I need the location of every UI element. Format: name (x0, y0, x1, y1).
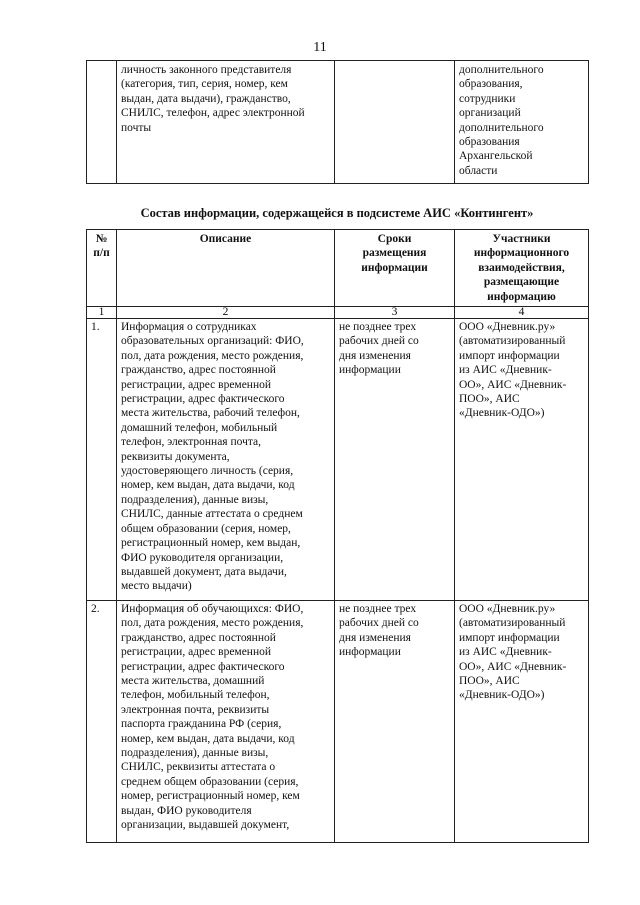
text-line: информации (361, 261, 428, 274)
row-deadline (335, 601, 455, 843)
text-line: Информация об обучающихся: ФИО, (121, 603, 304, 615)
text-line: номер, кем выдан, дата выдачи, код (121, 732, 295, 745)
text-line: информационного (473, 247, 570, 260)
text-line: телефон, мобильный телефон, (121, 689, 270, 702)
text-line: регистрации, адрес временной (121, 646, 272, 659)
text-line: подразделения), данные визы, (121, 747, 269, 760)
text-line: Информация о сотрудниках (121, 321, 257, 333)
text-line: ООО «Дневник.ру» (459, 321, 556, 333)
text-line: дня изменения (339, 349, 411, 362)
continuation-table (86, 60, 589, 184)
text-line: паспорта гражданина РФ (серия, (121, 718, 282, 731)
text-line: образования, (459, 78, 523, 91)
text-line: среднем общем образовании (серия, (121, 775, 299, 788)
text-line: электронная почта, реквизиты (121, 703, 270, 716)
text-line: номер, регистрационный номер, кем (121, 790, 300, 803)
text-line: области (459, 164, 498, 177)
text-line: место выдачи) (121, 580, 192, 593)
continuation-participants-cell (455, 61, 589, 184)
column-number: 1 (87, 307, 117, 319)
text-line: СНИЛС, данные аттестата о среднем (121, 508, 303, 521)
text-line: рабочих дней со (339, 335, 419, 348)
text-line: телефон, электронная почта, (121, 436, 262, 449)
header-deadline (335, 230, 455, 307)
text-line: почты (121, 121, 152, 134)
text-line: взаимодействия, (478, 261, 565, 274)
text-line: Архангельской (459, 150, 533, 163)
text-line: ОО», АИС «Дневник- (459, 378, 567, 391)
header-num (87, 230, 117, 307)
row-participants (455, 601, 589, 843)
section-heading: Состав информации, содержащейся в подсистеме АИС «Контингент» (140, 206, 534, 220)
text-line: номер, кем выдан, дата выдачи, код (121, 479, 295, 492)
column-number: 3 (335, 307, 455, 319)
row-description (117, 601, 335, 843)
row-num: 2. (87, 601, 117, 843)
text-line: импорт информации (459, 349, 560, 362)
table-row (87, 601, 589, 843)
text-line: дня изменения (339, 631, 411, 644)
text-line: регистрации, адрес фактического (121, 393, 285, 406)
text-line: организаций (459, 107, 521, 120)
text-line: размещения (362, 247, 427, 260)
row-num: 1. (87, 319, 117, 601)
contingent-table (86, 229, 589, 843)
page-number: 11 (313, 40, 327, 55)
text-line: выдан, ФИО руководителя (121, 804, 252, 817)
text-line: (автоматизированный (459, 617, 566, 630)
text-line: удостоверяющего личность (серия, (121, 465, 294, 478)
text-line: из АИС «Дневник- (459, 364, 552, 377)
text-line: выдан, дата выдачи), гражданство, (121, 92, 291, 105)
text-line: Участники (492, 233, 551, 245)
header-row (87, 230, 589, 307)
text-line: СНИЛС, реквизиты аттестата о (121, 761, 276, 774)
text-line: информации (339, 646, 401, 659)
text-line: (категория, тип, серия, номер, кем (121, 78, 288, 91)
text-line: не позднее трех (339, 321, 417, 333)
text-line: гражданство, адрес постоянной (121, 364, 276, 377)
text-line: размещающие (483, 276, 560, 289)
text-line: домашний телефон, мобильный (121, 421, 278, 434)
header-participants (455, 230, 589, 307)
text-line: СНИЛС, телефон, адрес электронной (121, 107, 305, 120)
text-line: выдавшей документ, дата выдачи, (121, 565, 287, 578)
text-line: импорт информации (459, 631, 560, 644)
text-line: регистрации, адрес временной (121, 378, 272, 391)
text-line: гражданство, адрес постоянной (121, 631, 276, 644)
column-number-row (87, 307, 589, 319)
text-line: сотрудники (459, 92, 516, 105)
continuation-deadline-cell (335, 61, 455, 184)
text-line: пол, дата рождения, место рождения, (121, 349, 304, 362)
text-line: регистрации, адрес фактического (121, 660, 285, 673)
text-line: пол, дата рождения, место рождения, (121, 617, 304, 630)
text-line: ПОО», АИС (459, 675, 520, 688)
text-line: № (95, 233, 108, 245)
text-line: регистрационный номер, кем выдан, (121, 537, 301, 550)
text-line: дополнительного (459, 64, 544, 76)
text-line: подразделения), данные визы, (121, 493, 269, 506)
text-line: рабочих дней со (339, 617, 419, 630)
text-line: из АИС «Дневник- (459, 646, 552, 659)
column-number: 4 (455, 307, 589, 319)
text-line: места жительства, домашний (121, 675, 265, 688)
column-number: 2 (117, 307, 335, 319)
text-line: Сроки (377, 233, 412, 245)
text-line: ООО «Дневник.ру» (459, 603, 556, 615)
text-line: (автоматизированный (459, 335, 566, 348)
header-description (117, 230, 335, 307)
text-line: ПОО», АИС (459, 393, 520, 406)
text-line: образования (459, 136, 520, 149)
text-line: личность законного представителя (121, 64, 292, 76)
text-line: «Дневник-ОДО») (459, 689, 545, 702)
text-line: организации, выдавшей документ, (121, 819, 290, 832)
text-line: общем образовании (серия, номер, (121, 522, 291, 535)
text-line: не позднее трех (339, 603, 417, 615)
text-line: «Дневник-ОДО») (459, 407, 545, 420)
continuation-num-cell (87, 61, 117, 184)
row-participants (455, 319, 589, 601)
row-description (117, 319, 335, 601)
row-deadline (335, 319, 455, 601)
continuation-row (87, 61, 589, 184)
text-line: образовательных организаций: ФИО, (121, 335, 304, 348)
text-line: п/п (93, 247, 110, 260)
text-line: ОО», АИС «Дневник- (459, 660, 567, 673)
continuation-description-cell (117, 61, 335, 184)
table-row (87, 319, 589, 601)
text-line: ФИО руководителя организации, (121, 551, 284, 564)
text-line: места жительства, рабочий телефон, (121, 407, 300, 420)
text-line: реквизиты документа, (121, 450, 230, 463)
text-line: информации (339, 364, 401, 377)
text-line: Описание (199, 233, 252, 245)
text-line: информацию (487, 290, 556, 303)
text-line: дополнительного (459, 121, 544, 134)
